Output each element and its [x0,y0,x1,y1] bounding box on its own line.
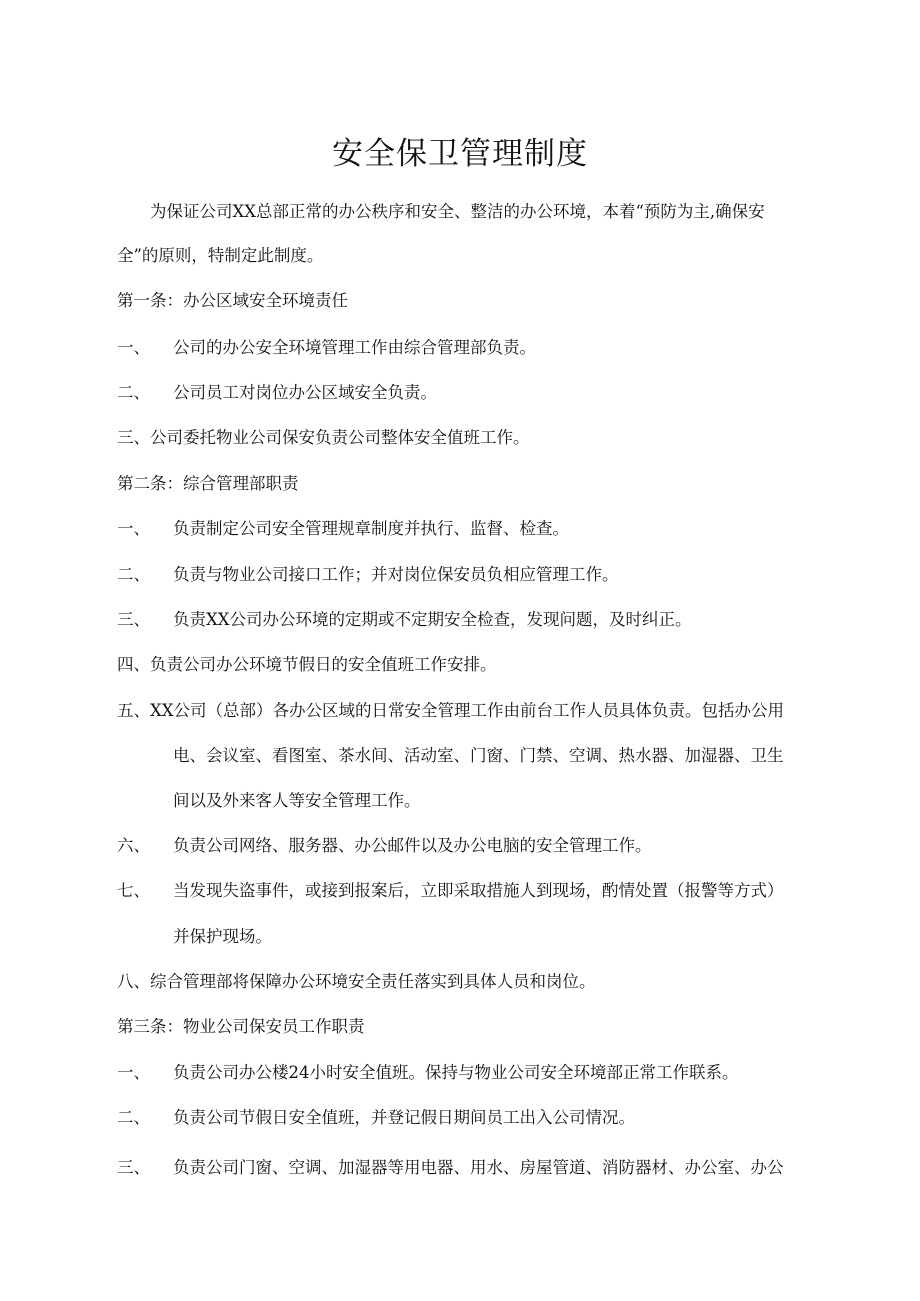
list-item [117,1107,817,1129]
item-number: 二、 [117,1108,150,1127]
list-item: 八、综合管理部将保障办公环境安全责任落实到具体人员和岗位。 [117,972,596,991]
list-item [117,1157,817,1179]
list-item [117,1062,817,1084]
intro-paragraph-line-2: 全”的原则，特制定此制度。 [117,246,324,265]
list-item [117,609,817,631]
list-item [117,382,817,404]
list-item: 四、负责公司办公环境节假日的安全值班工作安排。 [117,655,497,674]
list-item [117,880,817,902]
item-number: 二、 [117,565,150,584]
article-2-heading: 第二条：综合管理部职责 [117,474,299,493]
item-text: 当发现失盗事件，或接到报案后，立即采取措施人到现场，酌情处置（报警等方式） [173,881,784,900]
item-number: 二、 [117,383,150,402]
list-item [117,337,817,359]
item-text: 负责XX公司办公环境的定期或不定期安全检查，发现问题，及时纠正。 [173,610,692,629]
item-number: 三、 [117,610,150,629]
list-item: 三、公司委托物业公司保安负责公司整体安全值班工作。 [117,428,530,447]
item-number: 七、 [117,881,150,900]
list-item-continuation: 并保护现场。 [173,927,272,946]
list-item: 五、XX公司（总部）各办公区域的日常安全管理工作由前台工作人员具体负责。包括办公用 [117,701,784,720]
list-item [117,835,817,857]
list-item-continuation: 电、会议室、看图室、茶水间、活动室、门窗、门禁、空调、热水器、加湿器、卫生 [173,746,784,765]
item-text: 负责制定公司安全管理规章制度并执行、监督、检查。 [173,519,569,538]
article-1-heading: 第一条：办公区域安全环境责任 [117,291,348,310]
item-text: 公司员工对岗位办公区域安全负责。 [173,383,437,402]
item-text: 负责与物业公司接口工作；并对岗位保安员负相应管理工作。 [173,565,619,584]
item-number: 一、 [117,519,150,538]
item-text: 负责公司门窗、空调、加湿器等用电器、用水、房屋管道、消防器材、办公室、办公 [173,1158,784,1177]
list-item-continuation: 间以及外来客人等安全管理工作。 [173,791,421,810]
intro-paragraph-line-1: 为保证公司XX总部正常的办公秩序和安全、整洁的办公环境，本着“预防为主,确保安 [150,202,765,221]
item-text: 负责公司办公楼24小时安全值班。保持与物业公司安全环境部正常工作联系。 [173,1063,739,1082]
item-number: 六、 [117,836,150,855]
item-number: 一、 [117,338,150,357]
document-title: 安全保卫管理制度 [332,136,588,172]
list-item [117,564,817,586]
item-number: 一、 [117,1063,150,1082]
list-item [117,518,817,540]
item-text: 负责公司网络、服务器、办公邮件以及办公电脑的安全管理工作。 [173,836,652,855]
article-3-heading: 第三条：物业公司保安员工作职责 [117,1017,365,1036]
item-text: 公司的办公安全环境管理工作由综合管理部负责。 [173,338,536,357]
item-number: 三、 [117,1158,150,1177]
item-text: 负责公司节假日安全值班，并登记假日期间员工出入公司情况。 [173,1108,635,1127]
